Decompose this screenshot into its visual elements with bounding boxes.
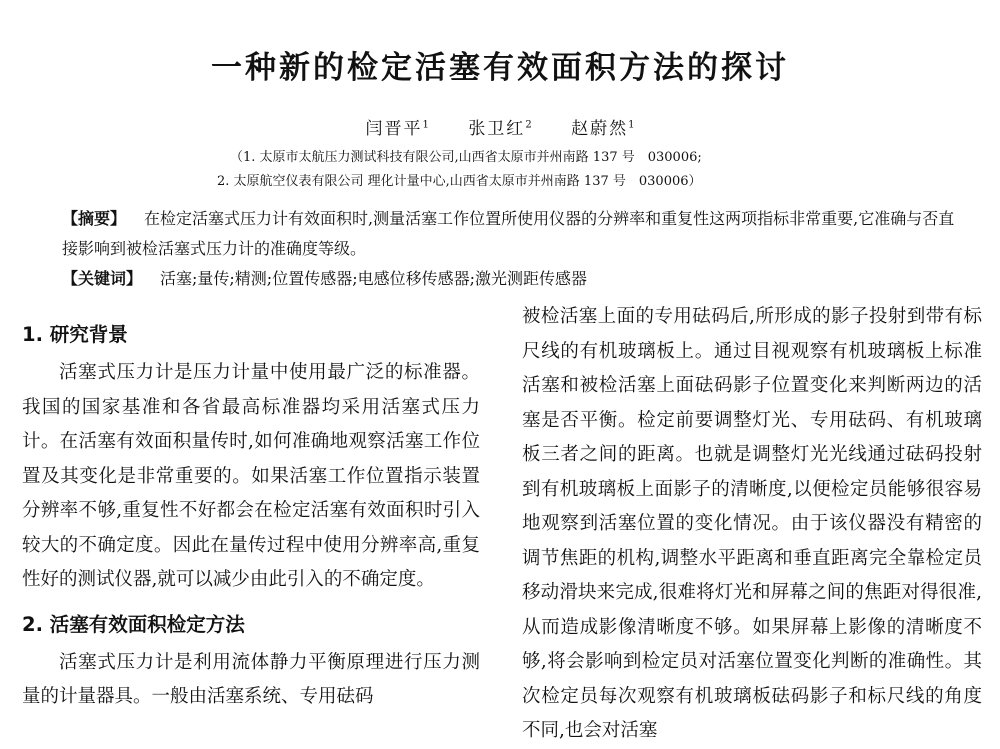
section-2-heading: 2. 活塞有效面积检定方法 [22, 612, 245, 636]
abstract-label: 【摘要】 [62, 209, 127, 228]
affiliation-1: （1. 太原市太航压力测试科技有限公司,山西省太原市并州南路 137 号 030006; [230, 150, 702, 165]
keywords-label: 【关键词】 [62, 269, 143, 288]
author-list [0, 114, 1000, 139]
abstract-text: 在检定活塞式压力计有效面积时,测量活塞工作位置所使用仪器的分辨率和重复性这两项指标非常重要,它准确与否直接影响到被检活塞式压力计的准确度等级。 [62, 209, 955, 258]
author: 赵蔚然$^1$ [571, 119, 635, 139]
section-2-paragraph: 活塞式压力计是利用流体静力平衡原理进行压力测量的计量器具。一般由活塞系统、专用砝码 [22, 651, 480, 707]
keywords [62, 264, 962, 294]
left-column [22, 318, 480, 715]
abstract [62, 204, 962, 264]
section-1-heading: 1. 研究背景 [22, 323, 128, 346]
keywords-text: 活塞;量传;精测;位置传感器;电感位移传感器;激光测距传感器 [160, 269, 587, 288]
author: 张卫红$^2$ [468, 119, 532, 139]
affiliation-2: 2. 太原航空仪表有限公司 理化计量中心,山西省太原市并州南路 137 号 030006） [217, 174, 702, 189]
section-1-paragraph: 活塞式压力计是压力计量中使用最广泛的标准器。我国的国家基准和各省最高标准器均采用活塞式压力计。在活塞有效面积量传时,如何准确地观察活塞工作位置及其变化是非常重要的。如果活塞工作位置指示装置分辨率不够,重复性不好都会在检定活塞有效面积时引入较大的不确定度。因此在量传过程中使用分辨率高,重复性好的测试仪器,就可以减少由此引入的不确定度。 [22, 362, 480, 590]
right-column-paragraph: 被检活塞上面的专用砝码后,所形成的影子投射到带有标尺线的有机玻璃板上。通过目视观察有机玻璃板上标准活塞和被检活塞上面砝码影子位置变化来判断两边的活塞是否平衡。检定前要调整灯光、专用砝码、有机玻璃板三者之间的距离。也就是调整灯光光线通过砝码投射到有机玻璃板上面影子的清晰度,以便检定员能够很容易地观察到活塞位置的变化情况。由于该仪器没有精密的调节焦距的机构,调整水平距离和垂直距离完全靠检定员移动滑块来完成,很难将灯光和屏幕之间的焦距对得很准,从而造成影像清晰度不够。如果屏幕上影像的清晰度不够,将会影响到检定员对活塞位置变化判断的准确性。其次检定员每次观察有机玻璃板砝码影子和标尺线的角度不同,也会对活塞 [522, 306, 982, 741]
paper-title: 一种新的检定活塞有效面积方法的探讨 [211, 50, 789, 86]
author: 闫晋平$^1$ [365, 119, 429, 139]
abstract-block [62, 204, 962, 294]
right-column [522, 300, 982, 749]
